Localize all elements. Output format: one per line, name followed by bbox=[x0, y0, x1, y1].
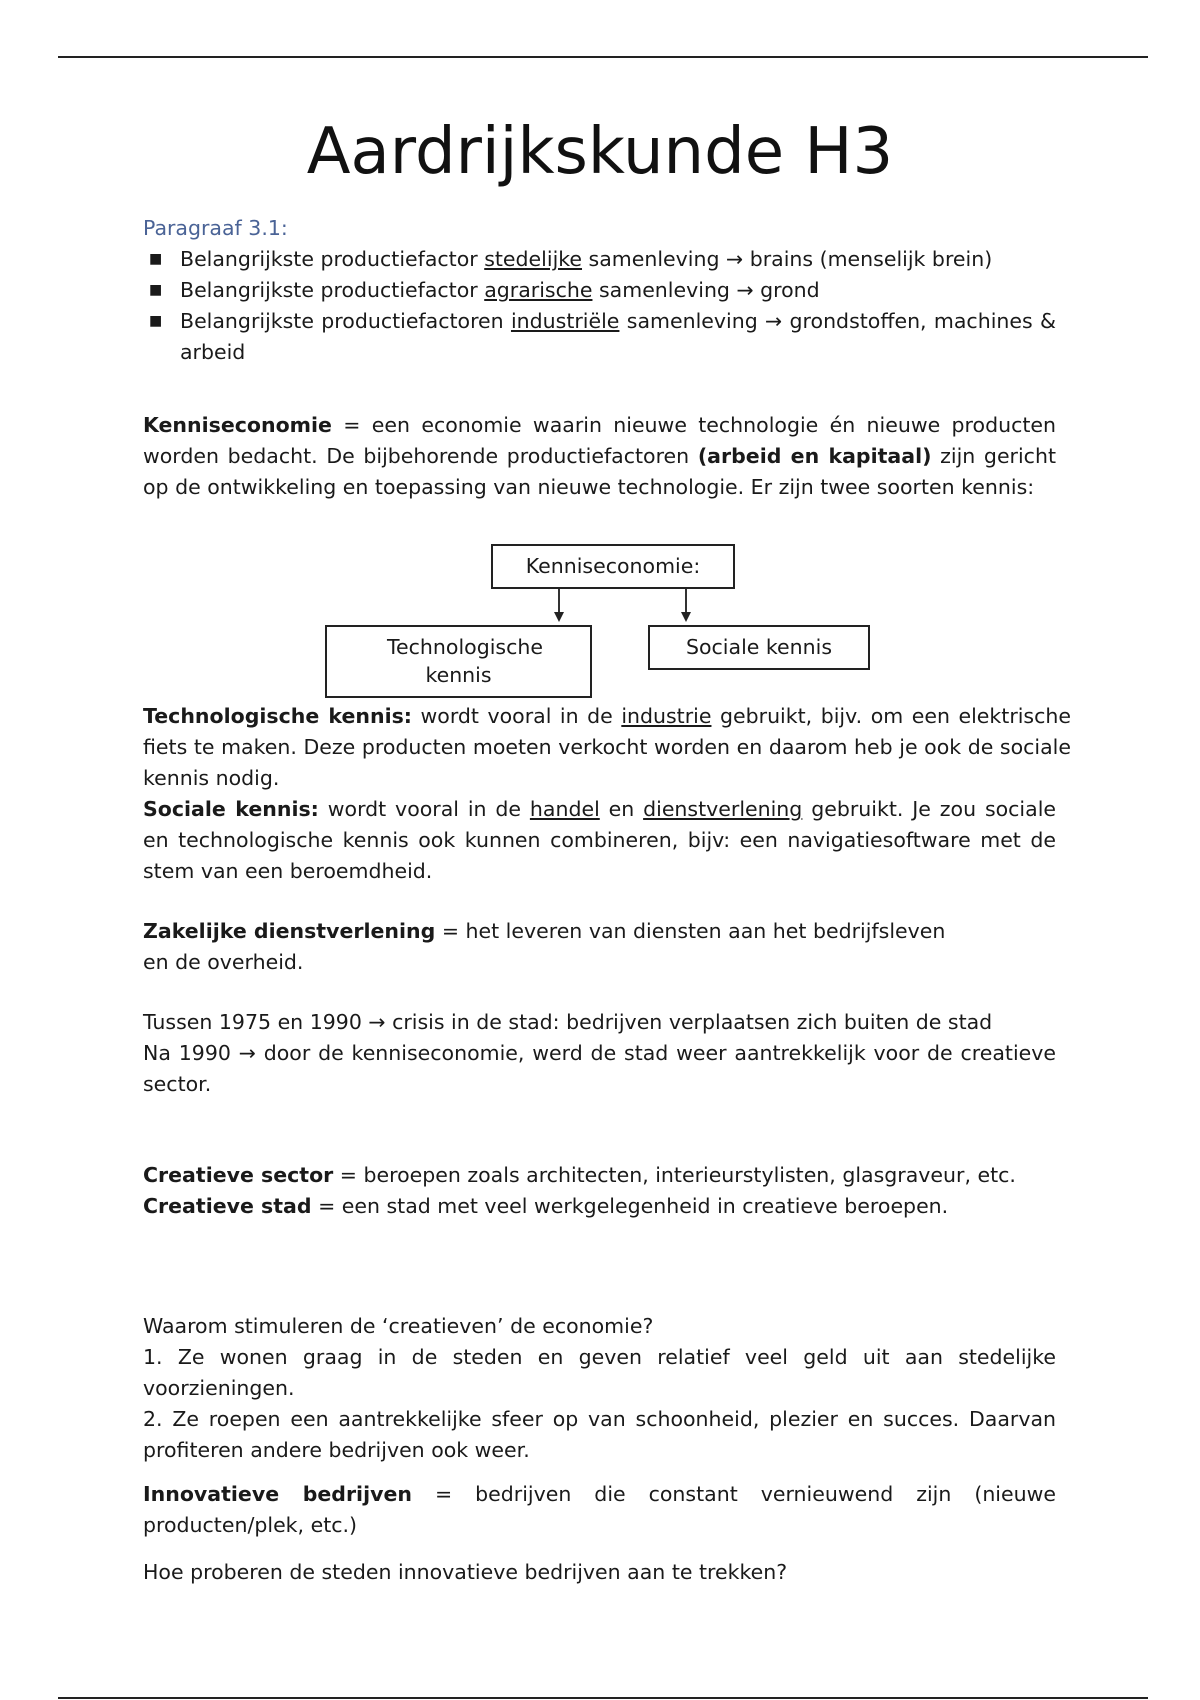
creatieve-definitions bbox=[143, 1160, 1056, 1222]
zakelijke-dienstverlening bbox=[143, 916, 963, 978]
text: Belangrijkste productiefactoren bbox=[180, 309, 511, 333]
list-item bbox=[143, 275, 1056, 306]
text: gebruikt, bijv. om een elektrische fiets te maken. Deze producten moeten verkocht worden en daarom heb je ook de sociale kennis nodig. bbox=[143, 704, 1071, 790]
underlined-term: industriële bbox=[510, 309, 620, 333]
arrowhead-icon bbox=[681, 612, 691, 622]
diagram-root-box: Kenniseconomie: bbox=[491, 544, 735, 589]
page-title: Aardrijkskunde H3 bbox=[306, 115, 894, 189]
bold-text: (arbeid en kapitaal) bbox=[697, 444, 932, 468]
section-heading: Paragraaf 3.1: bbox=[143, 216, 288, 240]
question: Waarom stimuleren de ‘creatieven’ de economie? bbox=[143, 1314, 654, 1338]
kenniseconomie-definition bbox=[143, 410, 1056, 503]
text: wordt vooral in de bbox=[412, 704, 622, 728]
answer: 2. Ze roepen een aantrekkelijke sfeer op van schoonheid, plezier en succes. Daarvan profiteren andere bedrijven ook weer. bbox=[143, 1407, 1056, 1462]
diagram-arrow bbox=[558, 589, 560, 613]
term: Zakelijke dienstverlening bbox=[143, 919, 436, 943]
underlined-term: agrarische bbox=[484, 278, 593, 302]
diagram-arrow bbox=[685, 589, 687, 613]
text: en bbox=[599, 797, 644, 821]
bullet-icon: ■ bbox=[149, 313, 163, 329]
text: samenleving → grondstoffen, machines & arbeid bbox=[180, 309, 1056, 364]
diagram-sociale-box: Sociale kennis bbox=[648, 625, 870, 670]
text: zijn gericht op de ontwikkeling en toepassing van nieuwe technologie. Er zijn twee soorten kennis: bbox=[143, 444, 1056, 499]
box-label: Technologische kennis bbox=[387, 635, 543, 687]
text: = een economie waarin nieuwe technologie én nieuwe producten worden bedacht. De bijbehorende productiefactoren bbox=[143, 413, 1056, 468]
final-question: Hoe proberen de steden innovatieve bedrijven aan te trekken? bbox=[143, 1560, 788, 1584]
top-rule bbox=[58, 56, 1148, 58]
term: Technologische kennis: bbox=[143, 704, 413, 728]
term: Creatieve sector bbox=[143, 1163, 334, 1187]
term: Kenniseconomie bbox=[143, 413, 332, 437]
text: gebruikt. Je zou sociale en technologische kennis ook kunnen combineren, bijv: een navigatiesoftware met de stem van een beroemdheid. bbox=[143, 797, 1056, 883]
bullet-icon: ■ bbox=[149, 282, 163, 298]
kennis-types bbox=[143, 701, 1071, 887]
text: Tussen 1975 en 1990 → crisis in de stad: bedrijven verplaatsen zich buiten de stad bbox=[143, 1010, 993, 1034]
term: Sociale kennis: bbox=[143, 797, 319, 821]
text: = bedrijven die constant vernieuwend zijn (nieuwe producten/plek, etc.) bbox=[143, 1482, 1056, 1537]
creatieve-sector bbox=[143, 1160, 1056, 1191]
sociale-kennis-paragraph bbox=[143, 794, 1056, 887]
text: = het leveren van diensten aan het bedrijfsleven en de overheid. bbox=[143, 919, 946, 974]
underlined-term: stedelijke bbox=[484, 247, 583, 271]
underlined-term: dienstverlening bbox=[643, 797, 803, 821]
text: = beroepen zoals architecten, interieurstylisten, glasgraveur, etc. bbox=[333, 1163, 1016, 1187]
bullet-icon: ■ bbox=[149, 251, 163, 267]
waarom-paragraph bbox=[143, 1311, 1056, 1466]
underlined-term: handel bbox=[529, 797, 600, 821]
section-31 bbox=[143, 213, 1056, 368]
arrowhead-icon bbox=[554, 612, 564, 622]
text: Na 1990 → door de kenniseconomie, werd de stad weer aantrekkelijk voor de creatieve sector. bbox=[143, 1041, 1056, 1096]
bottom-rule bbox=[58, 1697, 1148, 1699]
text: samenleving → brains (menselijk brein) bbox=[582, 247, 993, 271]
text: wordt vooral in de bbox=[318, 797, 530, 821]
answer: 1. Ze wonen graag in de steden en geven relatief veel geld uit aan stedelijke voorzieningen. bbox=[143, 1345, 1056, 1400]
innovatieve-bedrijven bbox=[143, 1479, 1056, 1541]
underlined-term: industrie bbox=[621, 704, 712, 728]
text: Belangrijkste productiefactor bbox=[180, 278, 485, 302]
list-item bbox=[143, 244, 1056, 275]
text: Belangrijkste productiefactor bbox=[180, 247, 485, 271]
text: = een stad met veel werkgelegenheid in creatieve beroepen. bbox=[311, 1194, 949, 1218]
term: Innovatieve bedrijven bbox=[143, 1482, 412, 1506]
diagram-technologische-box bbox=[325, 625, 592, 698]
creatieve-stad bbox=[143, 1191, 1056, 1222]
text: samenleving → grond bbox=[592, 278, 820, 302]
technologische-kennis-paragraph bbox=[143, 701, 1071, 794]
term: Creatieve stad bbox=[143, 1194, 312, 1218]
list-item bbox=[143, 306, 1056, 368]
history-paragraph bbox=[143, 1007, 1056, 1100]
